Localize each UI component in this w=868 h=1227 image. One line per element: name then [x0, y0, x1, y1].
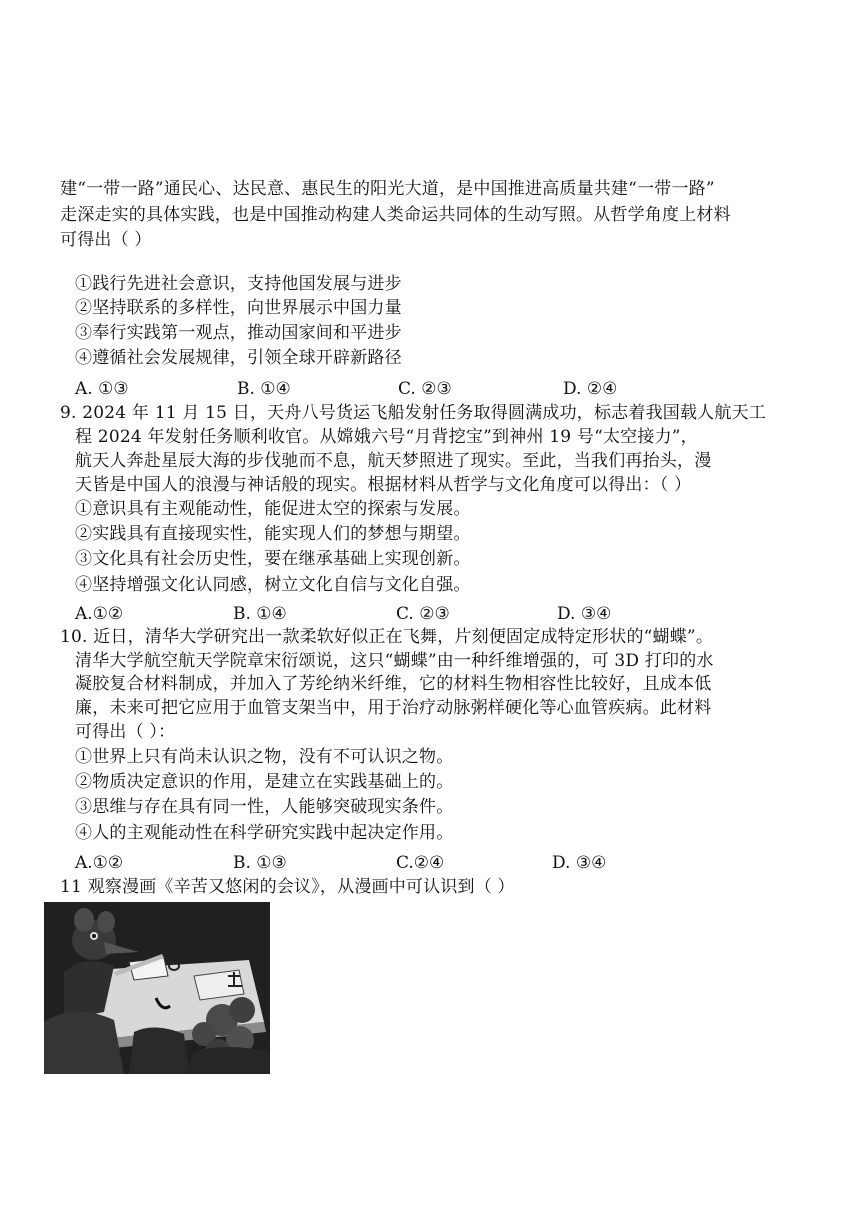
q10-line-1: 10. 近日，清华大学研究出一款柔软好似正在飞舞，片刻便固定成特定形状的“蝴蝶”。 — [60, 627, 714, 647]
q9-option-c: C. ②③ — [396, 604, 450, 624]
q9-option-d: D. ③④ — [557, 604, 612, 624]
q10-line-3: 凝胶复合材料制成，并加入了芳纶纳米纤维，它的材料生物相容性比较好，且成本低 — [75, 674, 712, 694]
q8-option-d: D. ②④ — [563, 379, 618, 399]
q10-line-4: 廉，未来可把它应用于血管支架当中，用于治疗动脉粥样硬化等心血管疾病。此材料 — [75, 698, 712, 718]
q8-option-b: B. ①④ — [237, 379, 291, 399]
q8-statement-3: ③奉行实践第一观点，推动国家间和平进步 — [75, 323, 402, 343]
q10-statement-1: ①世界上只有尚未认识之物，没有不可认识之物。 — [75, 747, 454, 767]
cartoon-image — [44, 902, 270, 1074]
q8-line-2: 走深走实的具体实践，也是中国推动构建人类命运共同体的生动写照。从哲学角度上材料 — [60, 205, 731, 225]
q9-statement-1: ①意识具有主观能动性，能促进太空的探索与发展。 — [75, 499, 471, 519]
q9-statement-4: ④坚持增强文化认同感，树立文化自信与文化自强。 — [75, 575, 471, 595]
q9-line-4: 天皆是中国人的浪漫与神话般的现实。根据材料从哲学与文化角度可以得出：（ ） — [75, 475, 692, 495]
q8-statement-1: ①践行先进社会意识，支持他国发展与进步 — [75, 274, 402, 294]
q8-statement-4: ④遵循社会发展规律，引领全球开辟新路径 — [75, 348, 402, 368]
q10-option-d: D. ③④ — [552, 853, 607, 873]
q9-option-a: A.①② — [75, 604, 124, 624]
q10-statement-2: ②物质决定意识的作用，是建立在实践基础上的。 — [75, 772, 454, 792]
q9-line-3: 航天人奔赴星辰大海的步伐驰而不息，航天梦照进了现实。至此，当我们再抬头，漫 — [75, 451, 712, 471]
q10-option-c: C.②④ — [396, 853, 445, 873]
q10-line-2: 清华大学航空航天学院章宋衍颂说，这只“蝴蝶”由一种纤维增强的，可 3D 打印的水 — [75, 651, 714, 671]
q9-line-1: 9. 2024 年 11 月 15 日，天舟八号货运飞船发射任务取得圆满成功，标志着我国载人航天工 — [60, 403, 766, 423]
q8-line-3: 可得出（ ） — [60, 230, 152, 250]
cartoon-illustration — [44, 902, 270, 1074]
q10-line-5: 可得出（ ）： — [75, 722, 176, 742]
q8-line-1: 建“一带一路”通民心、达民意、惠民生的阳光大道，是中国推进高质量共建“一带一路” — [60, 179, 715, 199]
q9-line-2: 程 2024 年发射任务顺利收官。从嫦娥六号“月背挖宝”到神州 19 号“太空接力”， — [75, 427, 698, 447]
q11-line: 11 观察漫画《辛苦又悠闲的会议》，从漫画中可认识到（ ） — [60, 877, 515, 897]
q8-option-a: A. ①③ — [75, 379, 129, 399]
q9-statement-2: ②实践具有直接现实性，能实现人们的梦想与期望。 — [75, 524, 471, 544]
q10-statement-4: ④人的主观能动性在科学研究实践中起决定作用。 — [75, 823, 454, 843]
q8-statement-2: ②坚持联系的多样性，向世界展示中国力量 — [75, 298, 402, 318]
q8-option-c: C. ②③ — [398, 379, 452, 399]
q9-statement-3: ③文化具有社会历史性，要在继承基础上实现创新。 — [75, 549, 471, 569]
q9-option-b: B. ①④ — [233, 604, 287, 624]
q10-statement-3: ③思维与存在具有同一性，人能够突破现实条件。 — [75, 797, 454, 817]
q10-option-a: A.①② — [75, 853, 124, 873]
q10-option-b: B. ①③ — [233, 853, 287, 873]
